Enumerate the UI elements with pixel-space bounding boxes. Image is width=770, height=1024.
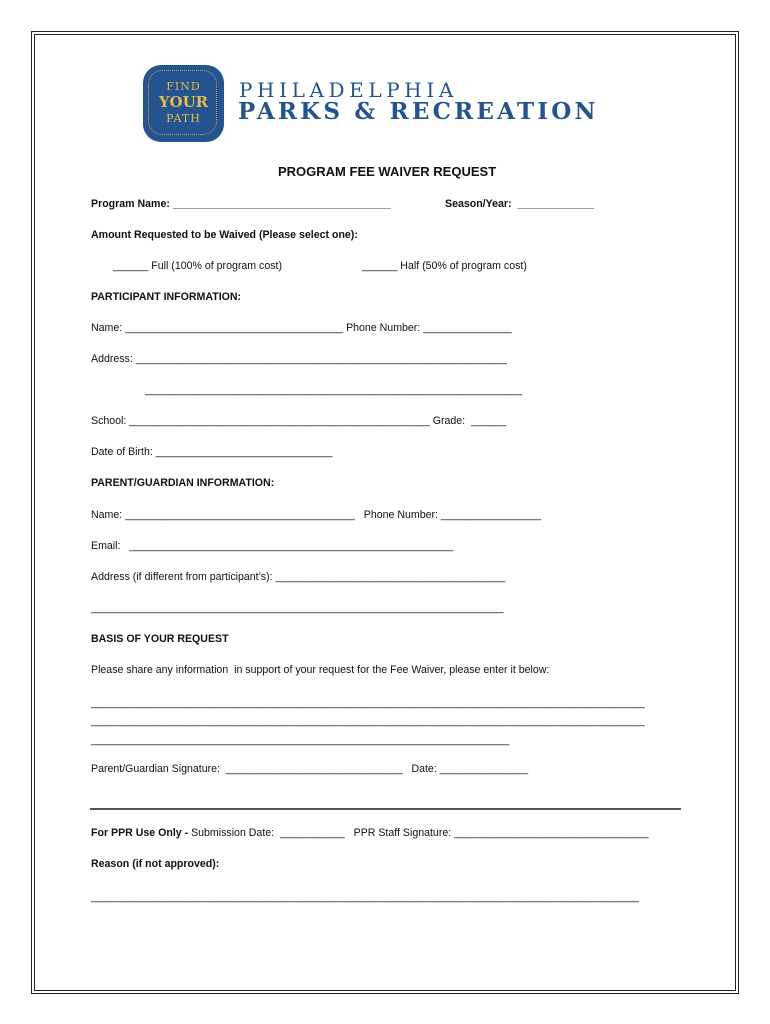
participant-name-phone-field[interactable]: Name: _____________________________________ Phone Number: _______________ — [91, 322, 512, 334]
ppr-use-row — [91, 828, 649, 839]
program-name-field[interactable]: Program Name: _____________________________________ — [91, 198, 391, 210]
org-name-line2: PARKS & RECREATION — [238, 98, 599, 125]
find-your-path-badge — [143, 65, 224, 142]
ppr-use-fields[interactable]: Submission Date: ___________ PPR Staff Signature: _________________________________ — [188, 827, 649, 839]
org-name-line1: PHILADELPHIA — [239, 78, 458, 102]
participant-school-grade-field[interactable]: School: ___________________________________________________ Grade: ______ — [91, 415, 507, 427]
reason-line[interactable]: _____________________________________________________________________________________________ — [91, 891, 639, 903]
parent-name-phone-field[interactable]: Name: _______________________________________ Phone Number: _________________ — [91, 509, 542, 521]
parent-email-field[interactable]: Email: _______________________________________________________ — [91, 540, 454, 552]
basis-line-3[interactable]: _______________________________________________________________________ — [91, 734, 510, 746]
parent-address-line2-field[interactable]: ______________________________________________________________________ — [91, 602, 504, 614]
participant-heading: PARTICIPANT INFORMATION: — [91, 291, 242, 303]
participant-dob-field[interactable]: Date of Birth: ______________________________ — [91, 446, 333, 458]
amount-heading: Amount Requested to be Waived (Please select one): — [91, 229, 358, 241]
badge-line-path: PATH — [166, 112, 201, 125]
basis-line-1[interactable]: ______________________________________________________________________________________________ — [91, 697, 645, 709]
basis-prompt: Please share any information in support of your request for the Fee Waiver, please enter it below: — [91, 664, 550, 676]
basis-line-2[interactable]: ______________________________________________________________________________________________ — [91, 715, 645, 727]
form-title: PROGRAM FEE WAIVER REQUEST — [278, 164, 497, 179]
participant-address-line2-field[interactable]: ________________________________________________________________ — [145, 384, 523, 396]
participant-address-field[interactable]: Address: _______________________________________________________________ — [91, 353, 507, 365]
signature-date-field[interactable]: Parent/Guardian Signature: ______________________________ Date: _______________ — [91, 763, 529, 775]
option-full-waiver[interactable]: ______ Full (100% of program cost) — [113, 260, 282, 272]
ppr-use-label: For PPR Use Only - — [91, 827, 189, 839]
parent-address-field[interactable]: Address (if different from participant’s): _______________________________________ — [91, 571, 506, 583]
basis-heading: BASIS OF YOUR REQUEST — [91, 633, 229, 645]
reason-label: Reason (if not approved): — [91, 858, 220, 870]
season-year-field[interactable]: Season/Year: _____________ — [445, 198, 595, 210]
parent-heading: PARENT/GUARDIAN INFORMATION: — [91, 477, 275, 489]
option-half-waiver[interactable]: ______ Half (50% of program cost) — [362, 260, 527, 272]
badge-line-your: YOUR — [158, 93, 209, 111]
badge-line-find: FIND — [166, 80, 201, 93]
section-divider — [90, 808, 681, 810]
